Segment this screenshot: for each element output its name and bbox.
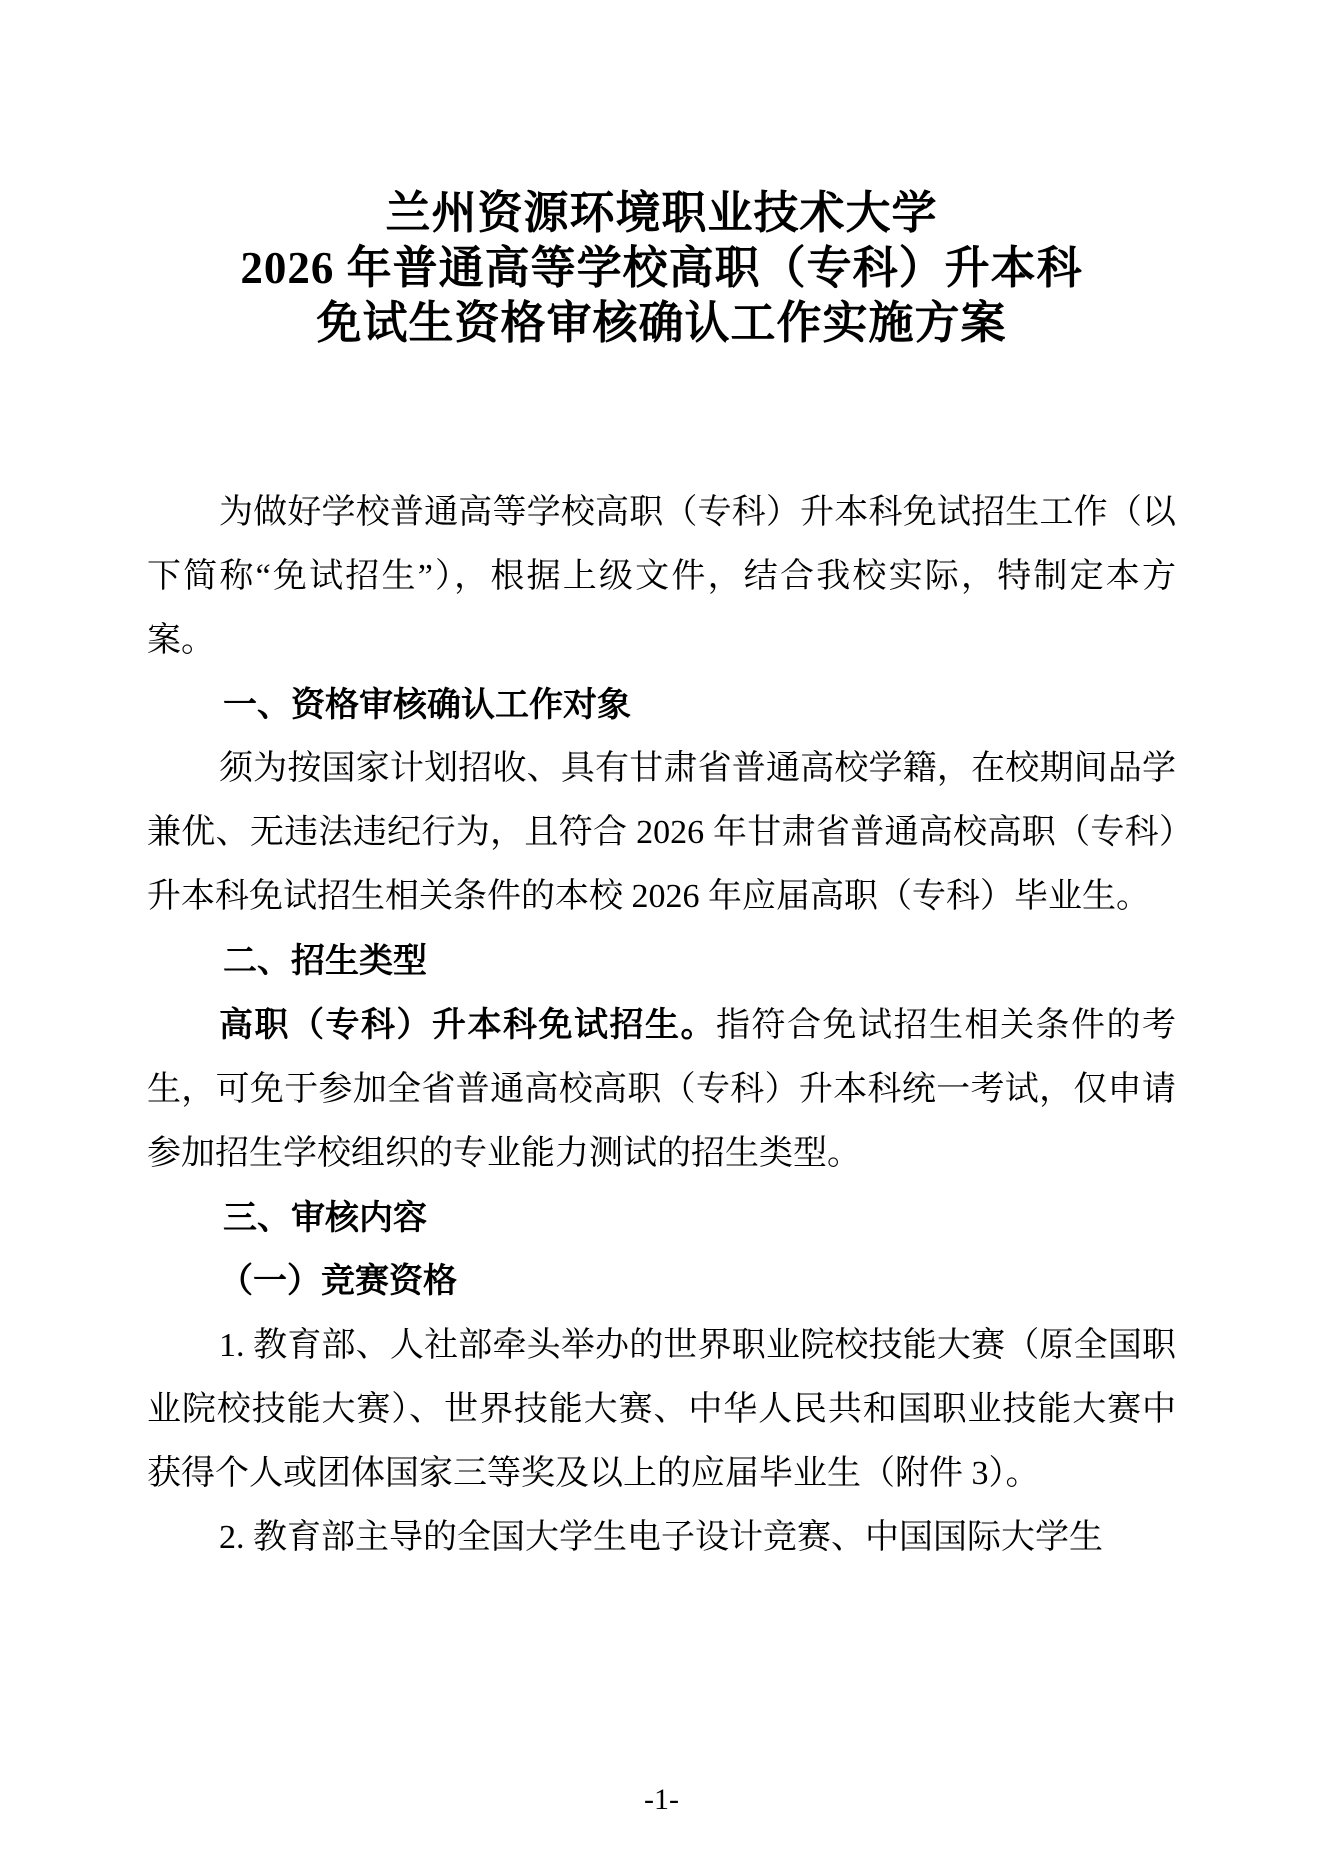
heading-section-1: 一、资格审核确认工作对象 xyxy=(223,686,631,724)
page-number: -1- xyxy=(644,1783,679,1816)
paragraph-enrollment-type-text: 指符合免试招生相关条件的考生，可免于参加全省普通高校高职（专科）升本科统一考试，仅申请参加招生学校组织的专业能力测试的招生类型。 xyxy=(147,1007,1176,1172)
title-line-1: 兰州资源环境职业技术大学 xyxy=(385,188,938,238)
paragraph-intro: 为做好学校普通高等学校高职（专科）升本科免试招生工作（以下简称“免试招生”），根据上级文件，结合我校实际，特制定本方案。 xyxy=(147,494,1176,659)
paragraph-bold-lead: 高职（专科）升本科免试招生。 xyxy=(219,1006,716,1044)
paragraph-item-1: 1. 教育部、人社部牵头举办的世界职业院校技能大赛（原全国职业院校技能大赛）、世界技能大赛、中华人民共和国职业技能大赛中获得个人或团体国家三等奖及以上的应届毕业生（附件 3）。 xyxy=(147,1327,1176,1492)
title-line-2: 2026 年普通高等学校高职（专科）升本科 xyxy=(240,243,1083,293)
heading-section-3: 三、审核内容 xyxy=(223,1199,427,1237)
document-title xyxy=(147,186,1176,351)
title-line-3: 免试生资格审核确认工作实施方案 xyxy=(316,298,1007,348)
document-body xyxy=(147,481,1176,1570)
paragraph-target: 须为按国家计划招收、具有甘肃省普通高校学籍，在校期间品学兼优、无违法违纪行为，且符合 2026 年甘肃省普通高校高职（专科）升本科免试招生相关条件的本校 2026 年应届高职（专科）毕业生。 xyxy=(147,750,1176,915)
heading-section-2: 二、招生类型 xyxy=(223,942,427,980)
paragraph-enrollment-type xyxy=(147,993,1176,1186)
document-content xyxy=(147,186,1176,1570)
paragraph-item-2: 2. 教育部主导的全国大学生电子设计竞赛、中国国际大学生 xyxy=(219,1519,1103,1556)
subheading-competition-qualification: （一）竞赛资格 xyxy=(219,1263,457,1300)
